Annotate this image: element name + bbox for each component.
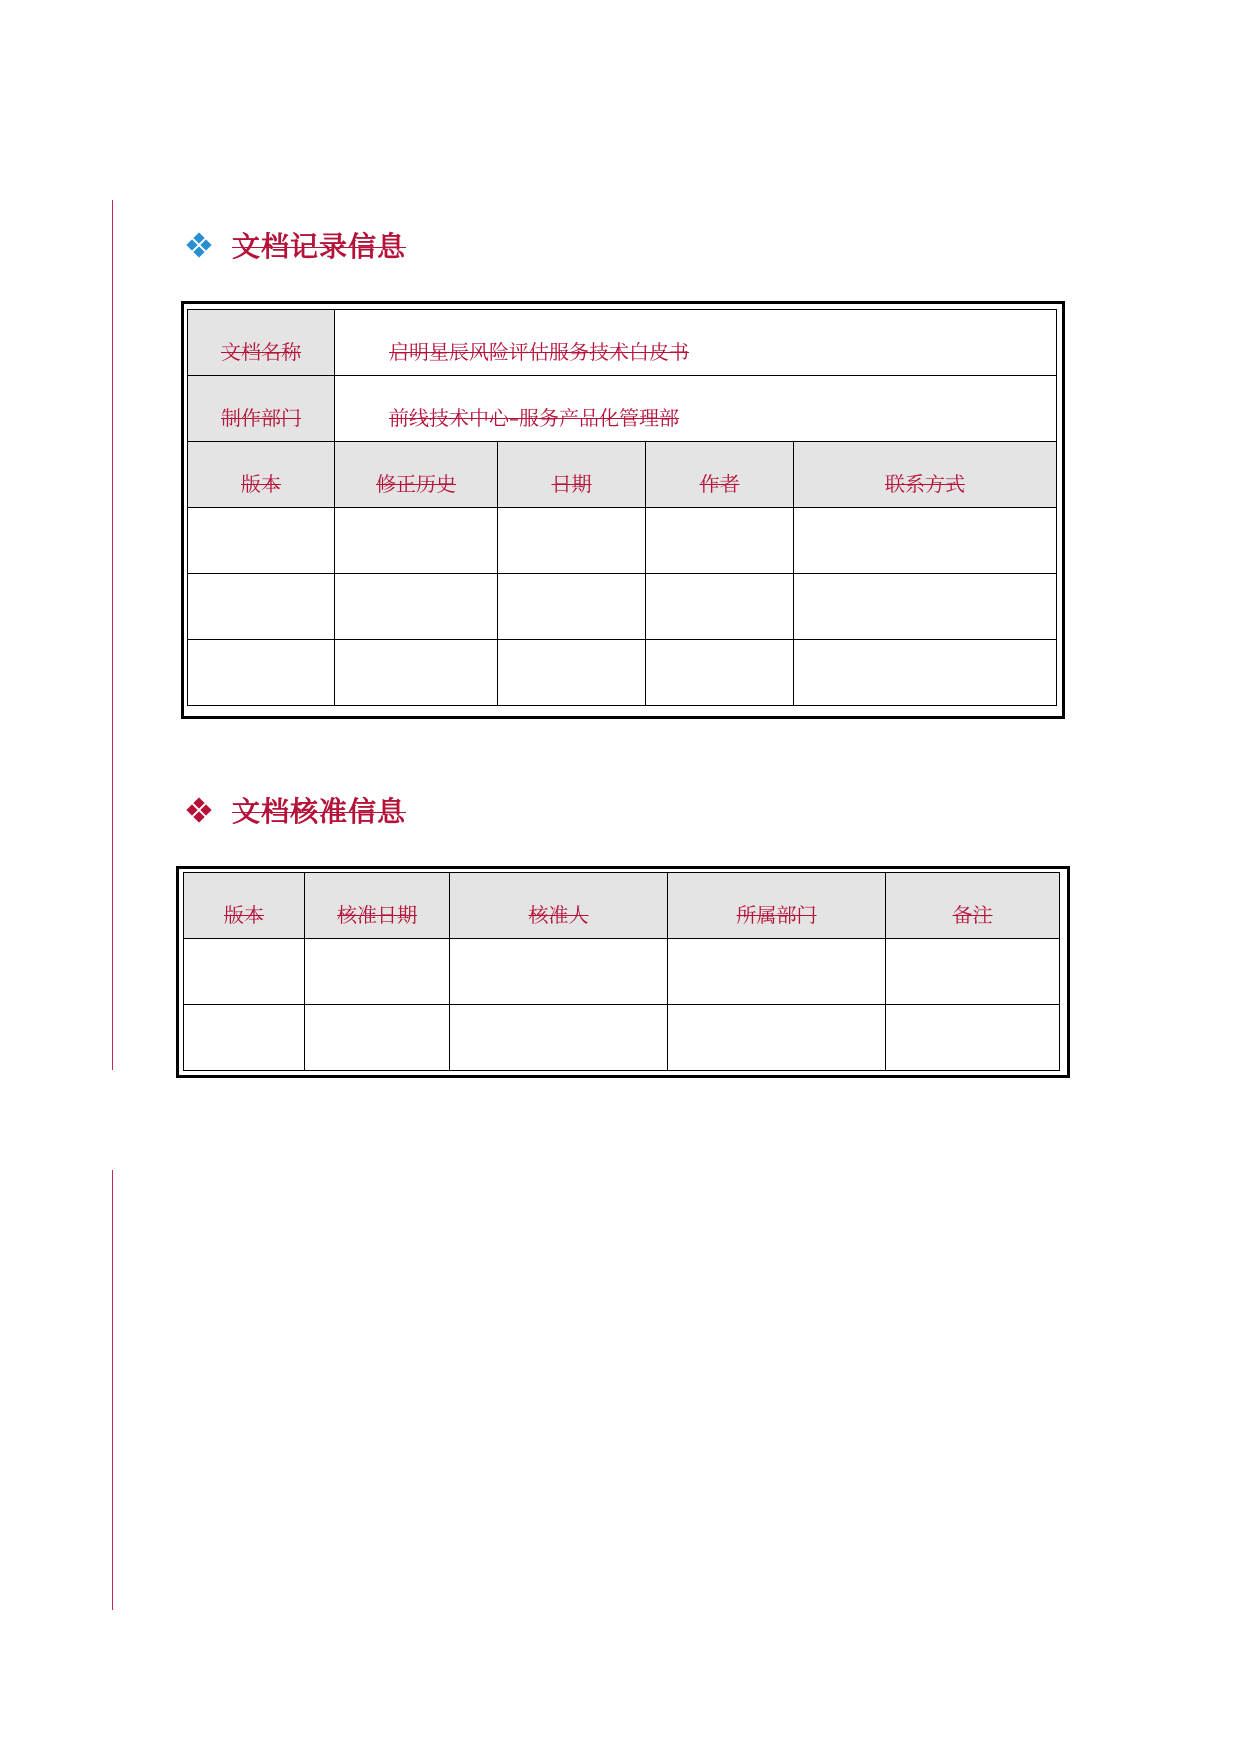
table-cell	[335, 508, 498, 574]
section-title-text: 文档核准信息	[232, 795, 407, 828]
col-header-remarks: 备注	[886, 873, 1060, 939]
table-cell	[794, 640, 1057, 706]
table-row	[184, 1005, 1060, 1071]
col-header-revision-history: 修正历史	[335, 442, 498, 508]
margin-line-bottom	[112, 1170, 113, 1610]
col-header-author: 作者	[646, 442, 794, 508]
table-cell	[450, 1005, 668, 1071]
diamond-bullet-icon	[186, 797, 212, 823]
table-cell	[498, 508, 646, 574]
table-cell	[668, 1005, 886, 1071]
table-cell	[646, 574, 794, 640]
table-cell	[886, 1005, 1060, 1071]
margin-line-top	[112, 200, 113, 1070]
section-title-approval	[186, 790, 406, 830]
diamond-bullet-icon	[186, 232, 212, 258]
section-title-text: 文档记录信息	[232, 230, 407, 263]
table-cell	[305, 1005, 450, 1071]
table-cell	[794, 508, 1057, 574]
doc-name-value-cell	[335, 310, 1057, 376]
table-cell	[188, 508, 335, 574]
table-cell	[450, 939, 668, 1005]
table-cell	[498, 574, 646, 640]
table-cell	[646, 508, 794, 574]
table-cell	[188, 640, 335, 706]
table-cell	[184, 939, 305, 1005]
table-row	[188, 640, 1057, 706]
table-cell	[184, 1005, 305, 1071]
col-header-version: 版本	[188, 442, 335, 508]
table-cell	[335, 574, 498, 640]
table-cell	[794, 574, 1057, 640]
table-row	[188, 508, 1057, 574]
dept-label: 制作部门	[221, 406, 301, 430]
col-header-approver: 核准人	[450, 873, 668, 939]
table-cell	[646, 640, 794, 706]
approval-info-table	[183, 872, 1060, 1071]
dept-value-cell	[335, 376, 1057, 442]
section-title-record	[186, 225, 406, 265]
record-info-table	[187, 309, 1057, 706]
table-cell	[886, 939, 1060, 1005]
table-cell	[305, 939, 450, 1005]
col-header-department: 所属部门	[668, 873, 886, 939]
doc-name-label: 文档名称	[221, 340, 301, 364]
table-cell	[498, 640, 646, 706]
col-header-contact: 联系方式	[794, 442, 1057, 508]
table-cell	[668, 939, 886, 1005]
table-cell	[188, 574, 335, 640]
dept-label-cell	[188, 376, 335, 442]
doc-name-value: 启明星辰风险评估服务技术白皮书	[389, 340, 689, 364]
dept-value: 前线技术中心–服务产品化管理部	[389, 406, 679, 430]
doc-name-label-cell	[188, 310, 335, 376]
table-row	[188, 574, 1057, 640]
table-cell	[335, 640, 498, 706]
col-header-date: 日期	[498, 442, 646, 508]
col-header-version: 版本	[184, 873, 305, 939]
col-header-approval-date: 核准日期	[305, 873, 450, 939]
table-row	[184, 939, 1060, 1005]
